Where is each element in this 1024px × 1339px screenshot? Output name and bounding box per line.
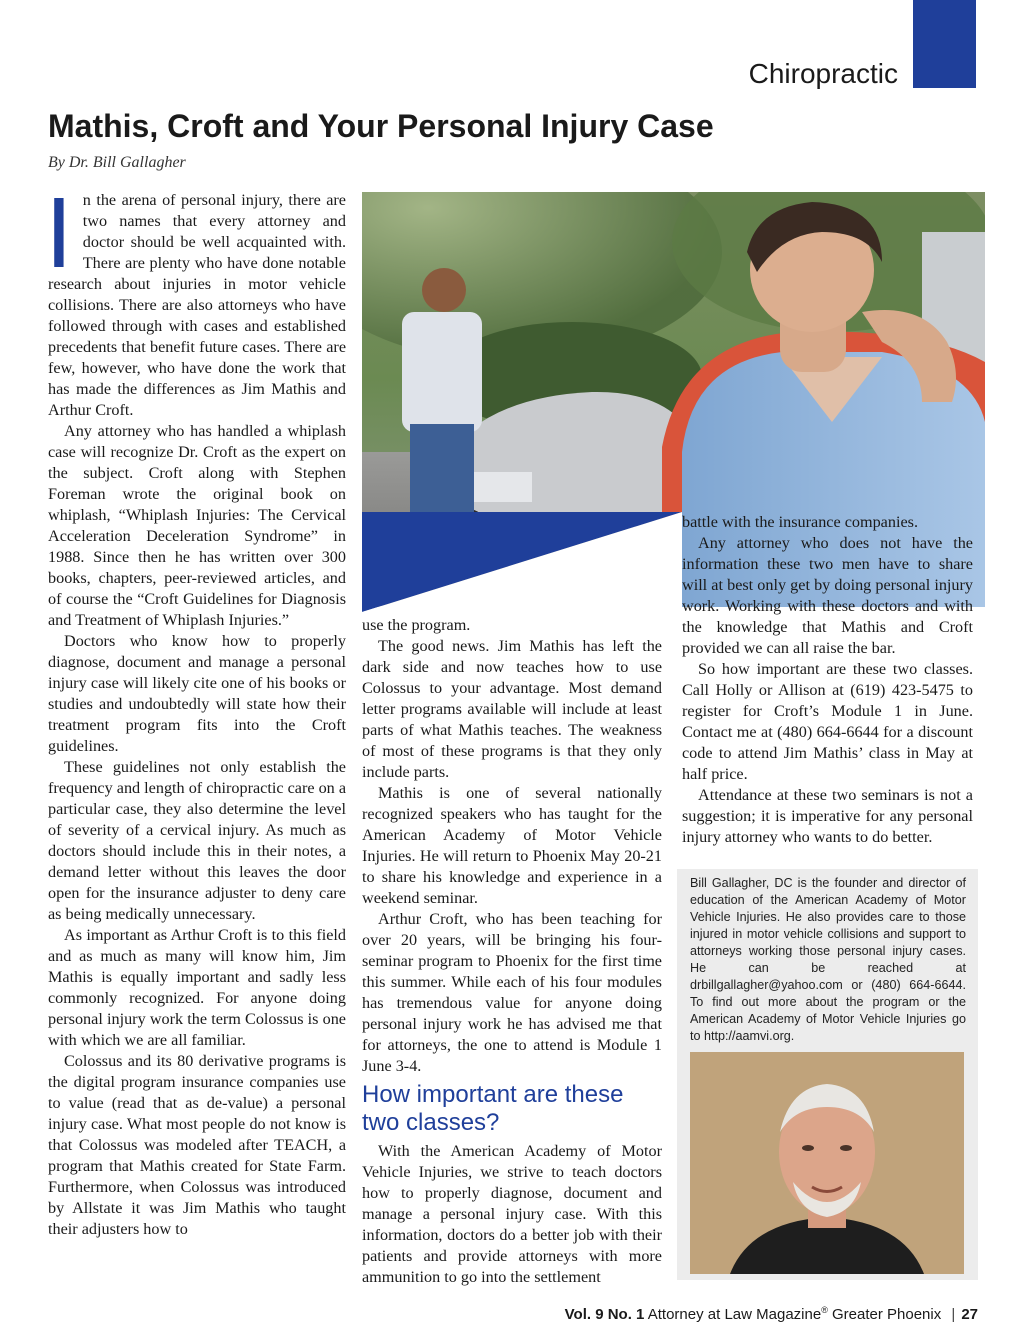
paragraph: Arthur Croft, who has been teaching for over 20 years, will be bringing his four-seminar program to Phoenix for the first time this summer. While each of his four modules has tremendous value for anyone doing personal injury work he has advised me that for attorneys, the one to attend is Module 1 June 3-4.	[362, 910, 662, 1075]
paragraph: Any attorney who has handled a whiplash case will recognize Dr. Croft as the expert on the subject. Croft along with Stephen Foreman wrote the original book on whiplash, “Whiplash Injuries: The Cervical Acceleration Deceleration Syndrome” in 1988. Since then he has written over 300 books, chapters, peer-reviewed articles, and of course the “Croft Guidelines for Diagnosis and Treatment of Whiplash Injuries.”	[48, 422, 346, 629]
subheading: How important are these two classes?	[362, 1081, 624, 1136]
paragraph: The good news. Jim Mathis has left the dark side and now teaches how to use Colossus to your advantage. Most demand letter programs available will include at least parts of what Mathis teaches. The weakness of most of these programs is that they only include parts.	[362, 637, 662, 781]
drop-cap: I	[45, 177, 73, 289]
paragraph: Any attorney who does not have the information these two men have to share will at best only get by doing personal injury work. Working with these doctors and with the knowledge that Mathis and Croft provided we can all raise the bar.	[682, 534, 973, 657]
paragraph: In the arena of personal injury, there are two names that every attorney and doctor should be well acquainted with. There are plenty who have done notable research about injuries in motor vehicle collisions. There are also attorneys who have followed through with cases and established precedents that benefit future cases. There are few, however, who have done the work that has made the differences as Jim Mathis and Arthur Croft.	[45, 177, 346, 419]
paragraph: These guidelines not only establish the frequency and length of chiropractic care on a particular case, they also determine the level of severity of a cervical injury. As much as doctors should include this in their notes, a demand letter without this leaves the door open for the insurance adjuster to deny care as being medically unnecessary.	[48, 758, 346, 923]
article-title: Mathis, Croft and Your Personal Injury Case	[48, 108, 714, 144]
paragraph: Attendance at these two seminars is not a suggestion; it is imperative for any personal injury attorney who wants to do better.	[682, 786, 973, 846]
article-column-3	[682, 512, 973, 848]
registered-mark: ®	[821, 1305, 828, 1315]
byline: By Dr. Bill Gallagher	[48, 154, 186, 171]
paragraph: Doctors who know how to properly diagnose, document and manage a personal injury case will likely cite one of his books or studies and undoubtedly will state how their treatment program fits into the Croft guidelines.	[48, 632, 346, 755]
section-color-tab	[913, 0, 976, 88]
paragraph: As important as Arthur Croft is to this field and as much as many will know him, Jim Mathis is equally important and sadly less commonly recognized. For anyone doing personal injury work the term Colossus is one with which we are all familiar.	[48, 926, 346, 1049]
paragraph: So how important are these two classes. Call Holly or Allison at (619) 423-5475 to register for Croft’s Module 1 in June. Contact me at (480) 664-6644 for a discount code to attend Jim Mathis’ class in May at half price.	[682, 660, 973, 783]
paragraph: Colossus and its 80 derivative programs is the digital program insurance companies use to value (read that as de-value) a personal injury case. What most people do not know is that Colossus was modeled after TEACH, a program that Mathis created for State Farm. Furthermore, when Colossus was introduced by Allstate it was Jim Mathis who taught their adjusters how to	[48, 1052, 346, 1238]
page-footer	[565, 1305, 978, 1323]
author-portrait	[690, 1052, 964, 1274]
article-column-2	[362, 615, 662, 1288]
paragraph: With the American Academy of Motor Vehicle Injuries, we strive to teach doctors how to properly diagnose, document and manage a personal injury case. With this information, doctors do a better job with their patients and provide attorneys with more ammunition to go into the settlement	[362, 1142, 662, 1286]
paragraph: Mathis is one of several nationally recognized speakers who has taught for the American Academy of Motor Vehicle Injuries. He will return to Phoenix May 20-21 to share his knowledge and experience in a weekend seminar.	[362, 784, 662, 907]
page-number: 27	[961, 1306, 978, 1323]
footer-separator: |	[951, 1306, 956, 1323]
paragraph: battle with the insurance companies.	[682, 513, 918, 531]
paragraph: use the program.	[362, 616, 471, 634]
section-label: Chiropractic	[748, 58, 898, 89]
edition-name: Greater Phoenix	[832, 1306, 942, 1323]
magazine-name: Attorney at Law Magazine	[647, 1306, 822, 1323]
author-bio: Bill Gallagher, DC is the founder and director of education of the American Academy of Motor Vehicle Injuries. He also provides care to those injured in motor vehicle collisions and support to attorneys working those personal injury cases. He can be reached at drbillgallagher@yahoo.com or (480) 664-6644. To find out more about the program or the American Academy of Motor Vehicle Injuries go to http://aamvi.org.	[690, 876, 966, 1043]
issue-number: Vol. 9 No. 1	[564, 1306, 645, 1323]
photo-corner-cutout	[362, 512, 682, 612]
article-column-1	[45, 177, 346, 1240]
